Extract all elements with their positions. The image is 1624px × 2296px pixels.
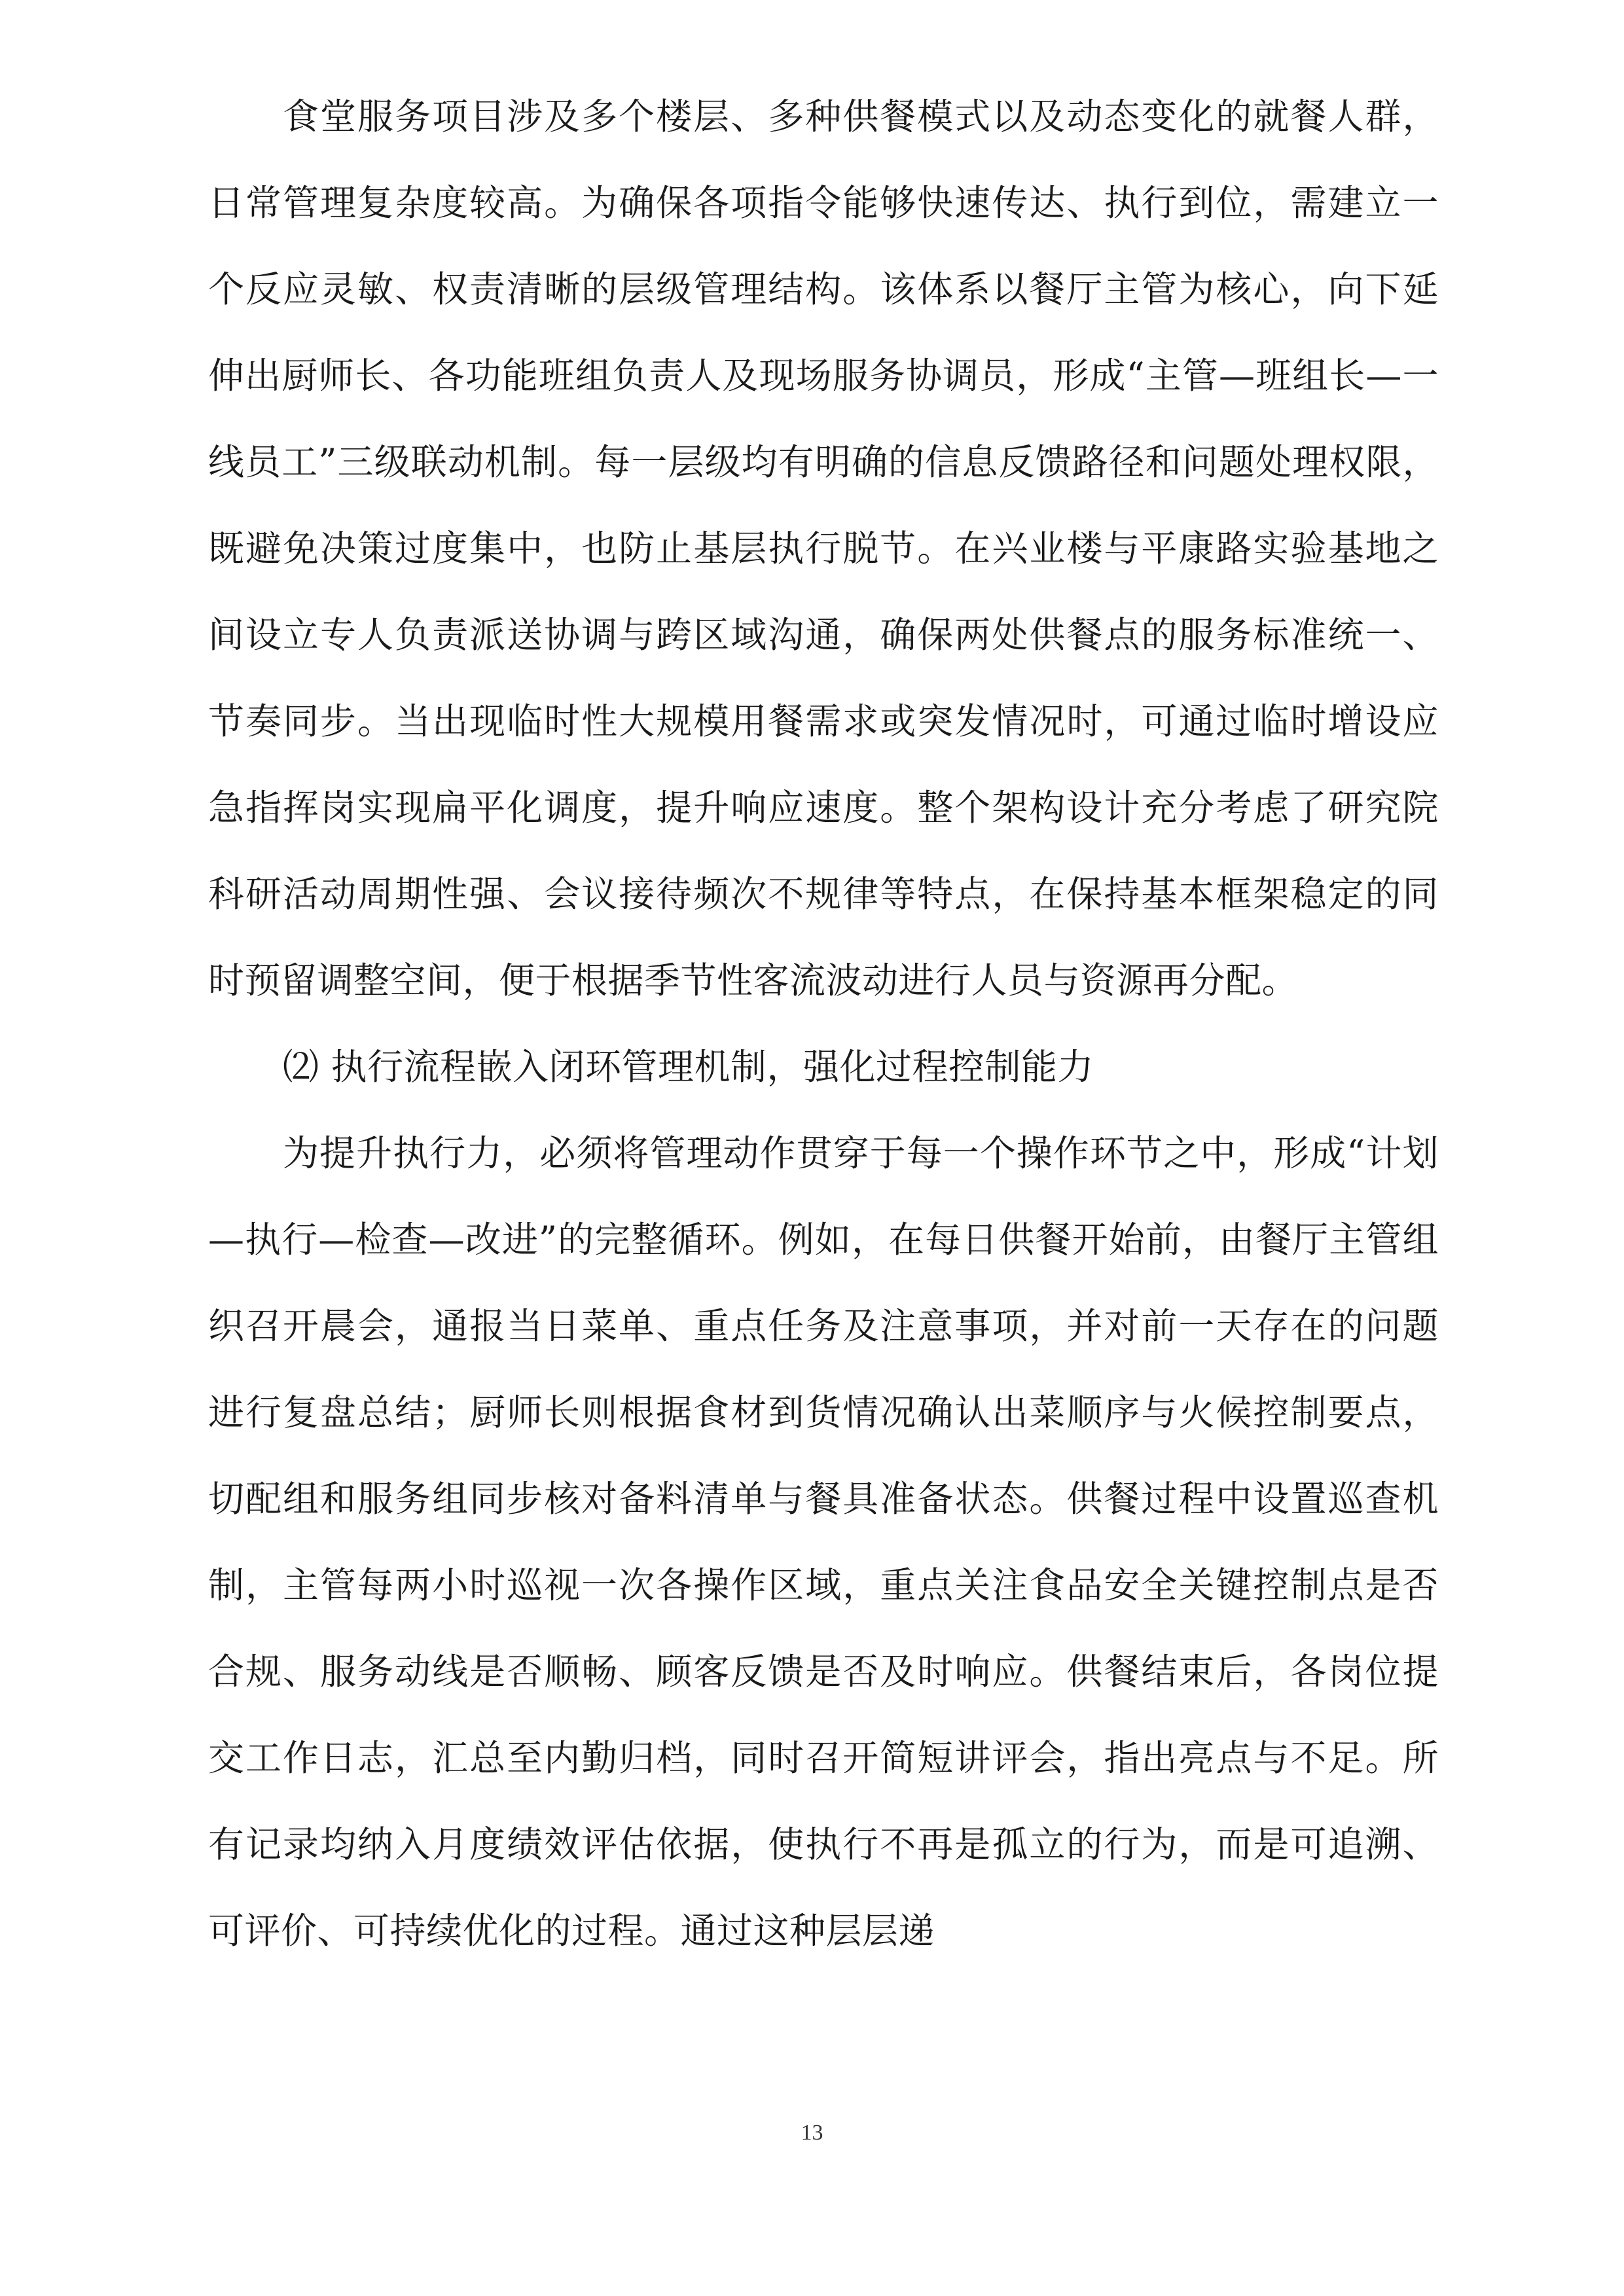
page-number: 13 (801, 2121, 823, 2145)
body-text (208, 73, 1439, 1974)
paragraph-execution-process: 为提升执行力，必须将管理动作贯穿于每一个操作环节之中，形成“计划—执行—检查—改进”的完整循环。例如，在每日供餐开始前，由餐厅主管组织召开晨会，通报当日菜单、重点任务及注意事项，并对前一天存在的问题进行复盘总结；厨师长则根据食材到货情况确认出菜顺序与火候控制要点，切配组和服务组同步核对备料清单与餐具准备状态。供餐过程中设置巡查机制，主管每两小时巡视一次各操作区域，重点关注食品安全关键控制点是否合规、服务动线是否顺畅、顾客反馈是否及时响应。供餐结束后，各岗位提交工作日志，汇总至内勤归档，同时召开简短讲评会，指出亮点与不足。所有记录均纳入月度绩效评估依据，使执行不再是孤立的行为，而是可追溯、可评价、可持续优化的过程。通过这种层层递 (208, 1132, 1439, 1952)
section-heading-closed-loop: ⑵ 执行流程嵌入闭环管理机制，强化过程控制能力 (283, 1046, 1094, 1088)
paragraph-management-structure: 食堂服务项目涉及多个楼层、多种供餐模式以及动态变化的就餐人群，日常管理复杂度较高。为确保各项指令能够快速传达、执行到位，需建立一个反应灵敏、权责清晰的层级管理结构。该体系以餐厅主管为核心，向下延伸出厨师长、各功能班组负责人及现场服务协调员，形成“主管—班组长—一线员工”三级联动机制。每一层级均有明确的信息反馈路径和问题处理权限，既避免决策过度集中，也防止基层执行脱节。在兴业楼与平康路实验基地之间设立专人负责派送协调与跨区域沟通，确保两处供餐点的服务标准统一、节奏同步。当出现临时性大规模用餐需求或突发情况时，可通过临时增设应急指挥岗实现扁平化调度，提升响应速度。整个架构设计充分考虑了研究院科研活动周期性强、会议接待频次不规律等特点，在保持基本框架稳定的同时预留调整空间，便于根据季节性客流波动进行人员与资源再分配。 (208, 96, 1439, 1001)
